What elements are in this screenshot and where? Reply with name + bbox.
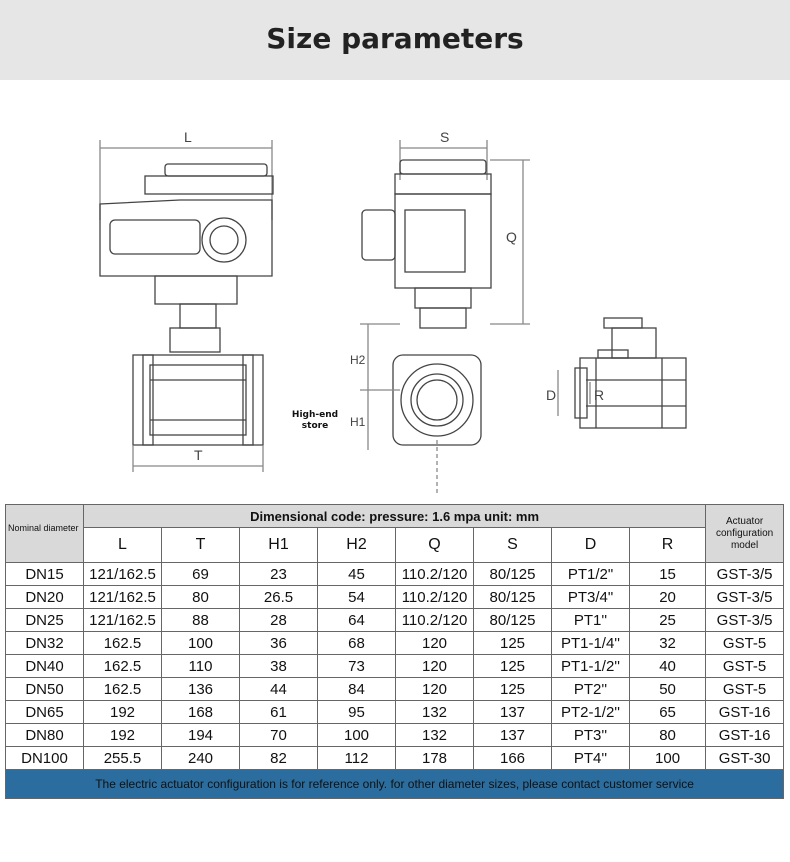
dim-label-Q: Q: [506, 229, 517, 245]
table-row: [6, 701, 784, 724]
col-header-T: T: [162, 528, 240, 563]
valve-drawing-svg: [0, 80, 790, 500]
table-cell: 80: [162, 586, 240, 609]
col-header-H1: H1: [240, 528, 318, 563]
technical-drawing: [0, 80, 790, 500]
table-cell: 100: [318, 724, 396, 747]
table-row: [6, 747, 784, 770]
dim-label-H1: H1: [350, 415, 366, 429]
table-cell: 166: [474, 747, 552, 770]
col-header-D: D: [552, 528, 630, 563]
col-header-R: R: [630, 528, 706, 563]
table-cell: 192: [84, 701, 162, 724]
table-cell: PT2'': [552, 678, 630, 701]
table-cell: PT1-1/2'': [552, 655, 630, 678]
table-cell: 121/162.5: [84, 563, 162, 586]
table-cell: 125: [474, 655, 552, 678]
table-cell: GST-5: [706, 655, 784, 678]
side-view: [360, 140, 530, 495]
table-cell: DN100: [6, 747, 84, 770]
col-header-S: S: [474, 528, 552, 563]
table-cell: DN32: [6, 632, 84, 655]
table-cell: 110.2/120: [396, 563, 474, 586]
table-row: [6, 586, 784, 609]
table-cell: 100: [630, 747, 706, 770]
section-view: [558, 318, 686, 428]
table-cell: 121/162.5: [84, 586, 162, 609]
table-cell: GST-16: [706, 701, 784, 724]
table-cell: 137: [474, 724, 552, 747]
table-cell: PT2-1/2'': [552, 701, 630, 724]
table-cell: 110.2/120: [396, 609, 474, 632]
table-cell: GST-30: [706, 747, 784, 770]
table-cell: 162.5: [84, 655, 162, 678]
table-cell: 50: [630, 678, 706, 701]
table-cell: 168: [162, 701, 240, 724]
table-cell: 20: [630, 586, 706, 609]
table-cell: 82: [240, 747, 318, 770]
table-cell: GST-3/5: [706, 563, 784, 586]
table-cell: 112: [318, 747, 396, 770]
column-header-row: [6, 528, 784, 563]
dim-label-T: T: [194, 447, 203, 463]
table-cell: 95: [318, 701, 396, 724]
dim-label-R: R: [594, 387, 605, 403]
table-cell: 132: [396, 701, 474, 724]
table-cell: DN20: [6, 586, 84, 609]
table-cell: GST-3/5: [706, 609, 784, 632]
table-cell: DN40: [6, 655, 84, 678]
table-cell: 54: [318, 586, 396, 609]
table-cell: 255.5: [84, 747, 162, 770]
table-cell: 125: [474, 678, 552, 701]
table-cell: 44: [240, 678, 318, 701]
table-cell: 162.5: [84, 632, 162, 655]
table-cell: DN15: [6, 563, 84, 586]
table-cell: 73: [318, 655, 396, 678]
table-cell: 25: [630, 609, 706, 632]
table-cell: 132: [396, 724, 474, 747]
table-cell: 69: [162, 563, 240, 586]
front-view: [100, 140, 273, 472]
table-row: [6, 563, 784, 586]
table-cell: 120: [396, 632, 474, 655]
table-cell: DN25: [6, 609, 84, 632]
table-row: [6, 655, 784, 678]
table-cell: 26.5: [240, 586, 318, 609]
table-cell: 136: [162, 678, 240, 701]
table-cell: 80/125: [474, 563, 552, 586]
table-cell: 120: [396, 655, 474, 678]
table-row: [6, 678, 784, 701]
table-cell: 84: [318, 678, 396, 701]
store-note: High-end store: [291, 410, 339, 431]
col-header-Q: Q: [396, 528, 474, 563]
dim-label-H2: H2: [350, 353, 366, 367]
table-cell: 28: [240, 609, 318, 632]
table-cell: PT1'': [552, 609, 630, 632]
table-cell: 65: [630, 701, 706, 724]
table-cell: 100: [162, 632, 240, 655]
table-cell: 36: [240, 632, 318, 655]
table-cell: GST-5: [706, 678, 784, 701]
table-cell: 121/162.5: [84, 609, 162, 632]
table-cell: 88: [162, 609, 240, 632]
actuator-model-header: Actuator configuration model: [706, 505, 784, 563]
table-cell: PT3'': [552, 724, 630, 747]
size-parameters-table: [5, 504, 784, 799]
table-cell: 23: [240, 563, 318, 586]
table-cell: GST-5: [706, 632, 784, 655]
table-cell: 125: [474, 632, 552, 655]
table-cell: DN65: [6, 701, 84, 724]
table-cell: GST-16: [706, 724, 784, 747]
table-cell: DN80: [6, 724, 84, 747]
table-cell: 15: [630, 563, 706, 586]
dim-label-S: S: [440, 129, 450, 145]
table-row: [6, 724, 784, 747]
table-cell: 68: [318, 632, 396, 655]
table-cell: PT1-1/4'': [552, 632, 630, 655]
table-cell: 110.2/120: [396, 586, 474, 609]
table-cell: 120: [396, 678, 474, 701]
page-title: Size parameters: [266, 22, 524, 55]
table-cell: 178: [396, 747, 474, 770]
page-header: [0, 0, 790, 80]
table-cell: 162.5: [84, 678, 162, 701]
table-row: [6, 609, 784, 632]
table-cell: 40: [630, 655, 706, 678]
table-cell: 38: [240, 655, 318, 678]
table-cell: DN50: [6, 678, 84, 701]
nominal-diameter-header: Nominal diameter: [6, 505, 84, 563]
table-cell: 194: [162, 724, 240, 747]
dim-label-L: L: [184, 129, 192, 145]
table-cell: 32: [630, 632, 706, 655]
col-header-H2: H2: [318, 528, 396, 563]
table-cell: PT1/2": [552, 563, 630, 586]
table-cell: 70: [240, 724, 318, 747]
table-cell: 80/125: [474, 586, 552, 609]
table-cell: 137: [474, 701, 552, 724]
table-row: [6, 632, 784, 655]
table-cell: 61: [240, 701, 318, 724]
table-cell: 45: [318, 563, 396, 586]
table-cell: PT3/4": [552, 586, 630, 609]
table-cell: 240: [162, 747, 240, 770]
dim-label-D: D: [546, 387, 557, 403]
table-cell: 80: [630, 724, 706, 747]
table-cell: PT4'': [552, 747, 630, 770]
table-cell: 192: [84, 724, 162, 747]
footer-note: The electric actuator configuration is for reference only. for other diameter sizes, please contact customer service: [6, 770, 784, 799]
table-cell: GST-3/5: [706, 586, 784, 609]
table-cell: 80/125: [474, 609, 552, 632]
table-cell: 64: [318, 609, 396, 632]
dimension-title: Dimensional code: pressure: 1.6 mpa unit: mm: [84, 505, 706, 528]
col-header-L: L: [84, 528, 162, 563]
table-cell: 110: [162, 655, 240, 678]
table-body: [6, 563, 784, 770]
